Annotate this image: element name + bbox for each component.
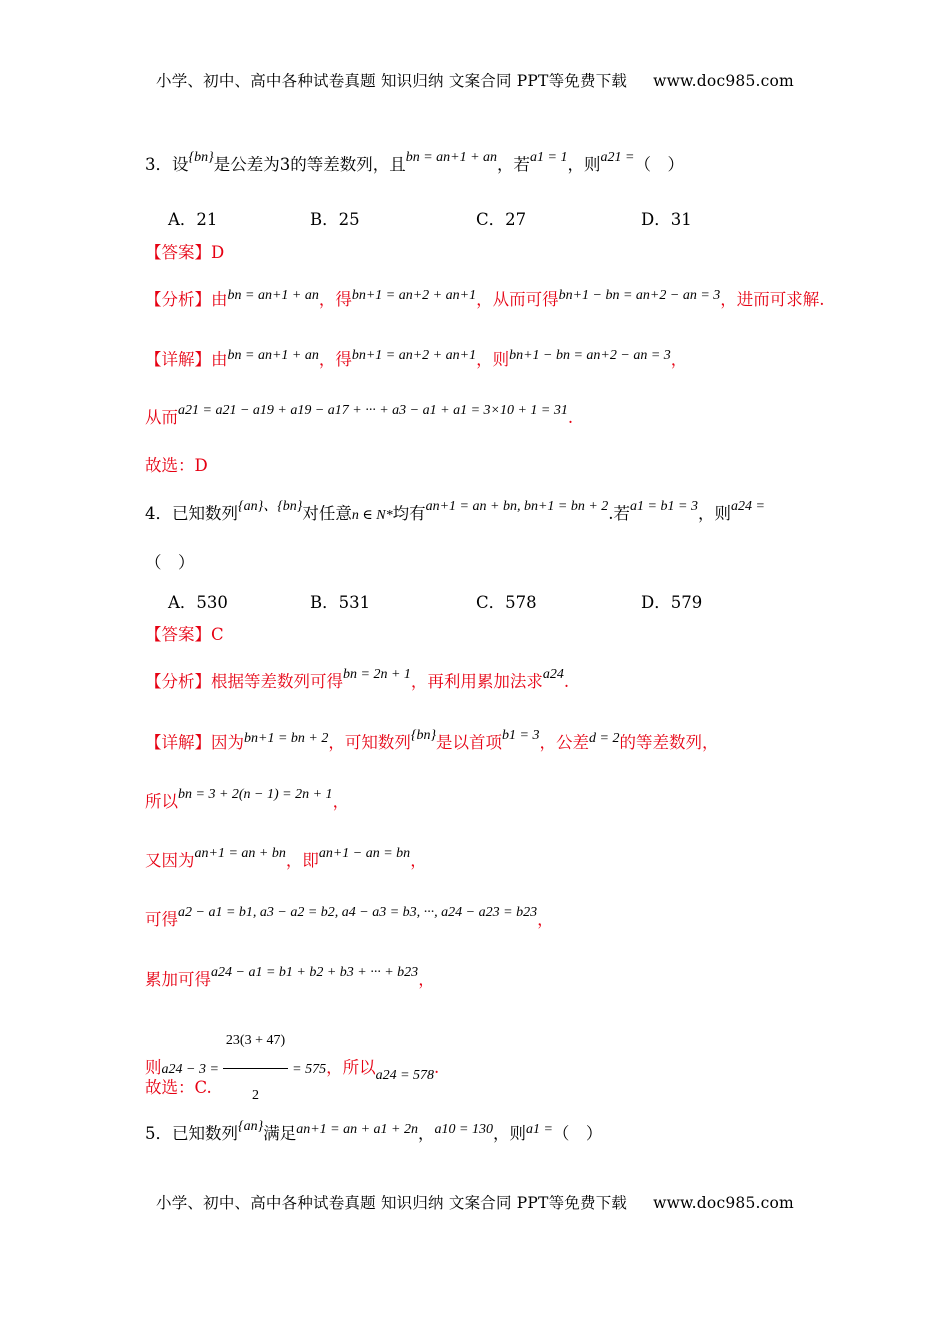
q4-option-c[interactable]: C．578 — [476, 593, 537, 612]
q5-stem — [145, 1121, 602, 1149]
q5-paren: （ ） — [552, 1124, 603, 1143]
q4-choose: 故选：C. — [145, 1078, 212, 1097]
q4-line-5 — [145, 967, 435, 995]
q4-stem — [145, 501, 765, 529]
q3-option-b[interactable]: B．25 — [310, 210, 360, 229]
q4-detail-math: d = 2 — [589, 731, 620, 746]
q4-relation: an+1 = an + bn, bn+1 = bn + 2 — [425, 499, 609, 514]
q3-analysis-label: 【分析】由 — [145, 290, 228, 309]
q4-line-3 — [145, 848, 427, 876]
q4-fraction-denominator: 2 — [252, 1088, 260, 1103]
q4-analysis-text: ，再利用累加法求 — [410, 672, 543, 691]
q4-target: a24 = — [730, 499, 765, 514]
q3-detail-text: ，则 — [476, 350, 510, 369]
q4-analysis-math: a24 — [542, 667, 564, 682]
q3-analysis-text: ，进而可求解. — [720, 290, 825, 309]
header-site[interactable]: www.doc985.com — [653, 72, 794, 90]
q3-analysis-math: bn = an+1 + an — [227, 288, 319, 303]
q4-text: ， — [410, 851, 427, 870]
q3-target: a21 = — [600, 150, 635, 165]
q4-text: ， — [418, 970, 435, 989]
q4-text: 所以 — [145, 792, 178, 811]
q3-number: 3． — [145, 155, 172, 174]
q4-initial: a1 = b1 = 3 — [630, 499, 698, 514]
q4-analysis — [145, 669, 569, 697]
q4-fraction — [223, 1016, 288, 1121]
q4-option-b[interactable]: B．531 — [310, 593, 371, 612]
q4-cond: n ∈ N* — [351, 508, 393, 523]
q5-number: 5． — [145, 1124, 172, 1143]
q3-text: ，若 — [497, 155, 531, 174]
q4-line-2 — [145, 789, 349, 817]
q4-math: an+1 = an + bn — [194, 846, 286, 861]
q3-detail-math: bn+1 = an+2 + an+1 — [351, 348, 477, 363]
q3-analysis-math: bn+1 = an+2 + an+1 — [351, 288, 477, 303]
footer-site[interactable]: www.doc985.com — [653, 1194, 794, 1212]
q3-analysis-text: ，从而可得 — [476, 290, 559, 309]
q3-relation: bn = an+1 + an — [405, 150, 498, 165]
q4-option-a[interactable]: A．530 — [168, 593, 228, 612]
q4-detail — [145, 730, 718, 758]
q3-common-difference: 3 — [279, 155, 291, 174]
q4-number: 4． — [145, 504, 172, 523]
q5-text: 满足 — [263, 1124, 297, 1143]
q4-detail-label: 【详解】因为 — [145, 733, 244, 752]
q4-analysis-math: bn = 2n + 1 — [343, 667, 411, 682]
q4-line-4 — [145, 907, 554, 935]
footer-text: 小学、初中、高中各种试卷真题 知识归纳 文案合同 PPT等免费下载 — [156, 1194, 628, 1212]
q4-detail-text: ，公差 — [539, 733, 589, 752]
q4-detail-math: bn+1 = bn + 2 — [244, 731, 329, 746]
page-footer — [0, 1191, 950, 1213]
q4-option-d[interactable]: D．579 — [641, 593, 703, 612]
q4-text: ， — [537, 910, 554, 929]
q4-detail-text: 的等差数列， — [619, 733, 719, 752]
header-text: 小学、初中、高中各种试卷真题 知识归纳 文案合同 PPT等免费下载 — [156, 72, 628, 90]
q4-text: 均有 — [392, 504, 426, 523]
q3-text: 的等差数列，且 — [290, 155, 406, 174]
q4-detail-math: {bn} — [410, 728, 437, 743]
q3-conclusion — [145, 405, 573, 433]
q3-option-a[interactable]: A．21 — [168, 210, 218, 229]
q4-fraction-numerator: 23(3 + 47) — [223, 1016, 288, 1069]
q3-stem — [145, 152, 684, 180]
q3-analysis — [145, 287, 825, 315]
q5-cond: a10 = 130 — [434, 1122, 493, 1137]
q4-text: ， — [332, 792, 350, 811]
q4-math: a24 − a1 = b1 + b2 + b3 + ··· + b23 — [211, 965, 419, 980]
q4-text: ，即 — [285, 851, 319, 870]
q4-text: 则 — [145, 1058, 162, 1077]
q3-conclusion-text: 从而 — [145, 408, 178, 427]
q5-text: 已知数列 — [172, 1124, 238, 1143]
q4-answer: 【答案】C — [145, 625, 224, 644]
q5-seq: {an} — [238, 1119, 264, 1134]
q4-text: 已知数列 — [172, 504, 238, 523]
q3-seq-b: {bn} — [188, 150, 214, 165]
q3-answer: 【答案】D — [145, 243, 225, 262]
q4-text: . — [434, 1058, 440, 1077]
q3-paren: （ ） — [634, 155, 684, 174]
q3-detail-text: ，得 — [318, 350, 352, 369]
q4-text: 对任意 — [302, 504, 352, 523]
q3-analysis-math: bn+1 − bn = an+2 − an = 3 — [558, 288, 721, 303]
q3-conclusion-math: a21 = a21 − a19 + a19 − a17 + ··· + a3 − a1 + a1 = 3×10 + 1 = 31 — [178, 403, 568, 418]
q4-line-6 — [145, 1016, 439, 1121]
q4-math: a2 − a1 = b1, a3 − a2 = b2, a4 − a3 = b3, ···, a24 − a23 = b23 — [178, 905, 538, 920]
q4-seqs: {an}、{bn} — [238, 499, 303, 514]
q3-choose: 故选：D — [145, 456, 208, 475]
q4-math: bn = 3 + 2(n − 1) = 2n + 1 — [178, 787, 333, 802]
q3-detail-label: 【详解】由 — [145, 350, 228, 369]
q4-text: .若 — [608, 504, 631, 523]
q4-math: = 575 — [292, 1062, 327, 1077]
q4-analysis-label: 【分析】根据等差数列可得 — [145, 672, 343, 691]
q4-text: 累加可得 — [145, 970, 211, 989]
q3-detail-math: bn = an+1 + an — [227, 348, 319, 363]
q3-option-d[interactable]: D．31 — [641, 210, 692, 229]
q3-text: 是公差为 — [213, 155, 280, 174]
q3-detail-text: ， — [670, 350, 688, 369]
q3-initial: a1 = 1 — [530, 150, 568, 165]
q5-text: ， — [418, 1124, 435, 1143]
q4-text: ，所以 — [326, 1058, 376, 1077]
q5-target: a1 = — [525, 1122, 553, 1137]
q4-detail-text: ，可知数列 — [328, 733, 411, 752]
page-header — [0, 69, 950, 91]
q4-text: ，则 — [697, 504, 731, 523]
q4-paren: （ ） — [145, 553, 195, 572]
q3-analysis-text: ，得 — [318, 290, 352, 309]
q3-text: 设 — [172, 155, 189, 174]
q3-text: ，则 — [567, 155, 601, 174]
q4-text: 又因为 — [145, 851, 195, 870]
q3-option-c[interactable]: C．27 — [476, 210, 527, 229]
q4-text: 可得 — [145, 910, 178, 929]
q5-relation: an+1 = an + a1 + 2n — [296, 1122, 418, 1137]
q4-math: an+1 − an = bn — [318, 846, 411, 861]
q4-detail-math: b1 = 3 — [502, 728, 540, 743]
q4-math: a24 = 578 — [375, 1068, 435, 1083]
q4-math: a24 − 3 = — [161, 1062, 219, 1077]
q3-detail-math: bn+1 − bn = an+2 − an = 3 — [509, 348, 671, 363]
q4-analysis-text: . — [563, 672, 570, 691]
q3-conclusion-end: . — [567, 408, 574, 427]
q4-detail-text: 是以首项 — [436, 733, 503, 752]
q5-text: ，则 — [492, 1124, 526, 1143]
q3-detail — [145, 347, 687, 375]
